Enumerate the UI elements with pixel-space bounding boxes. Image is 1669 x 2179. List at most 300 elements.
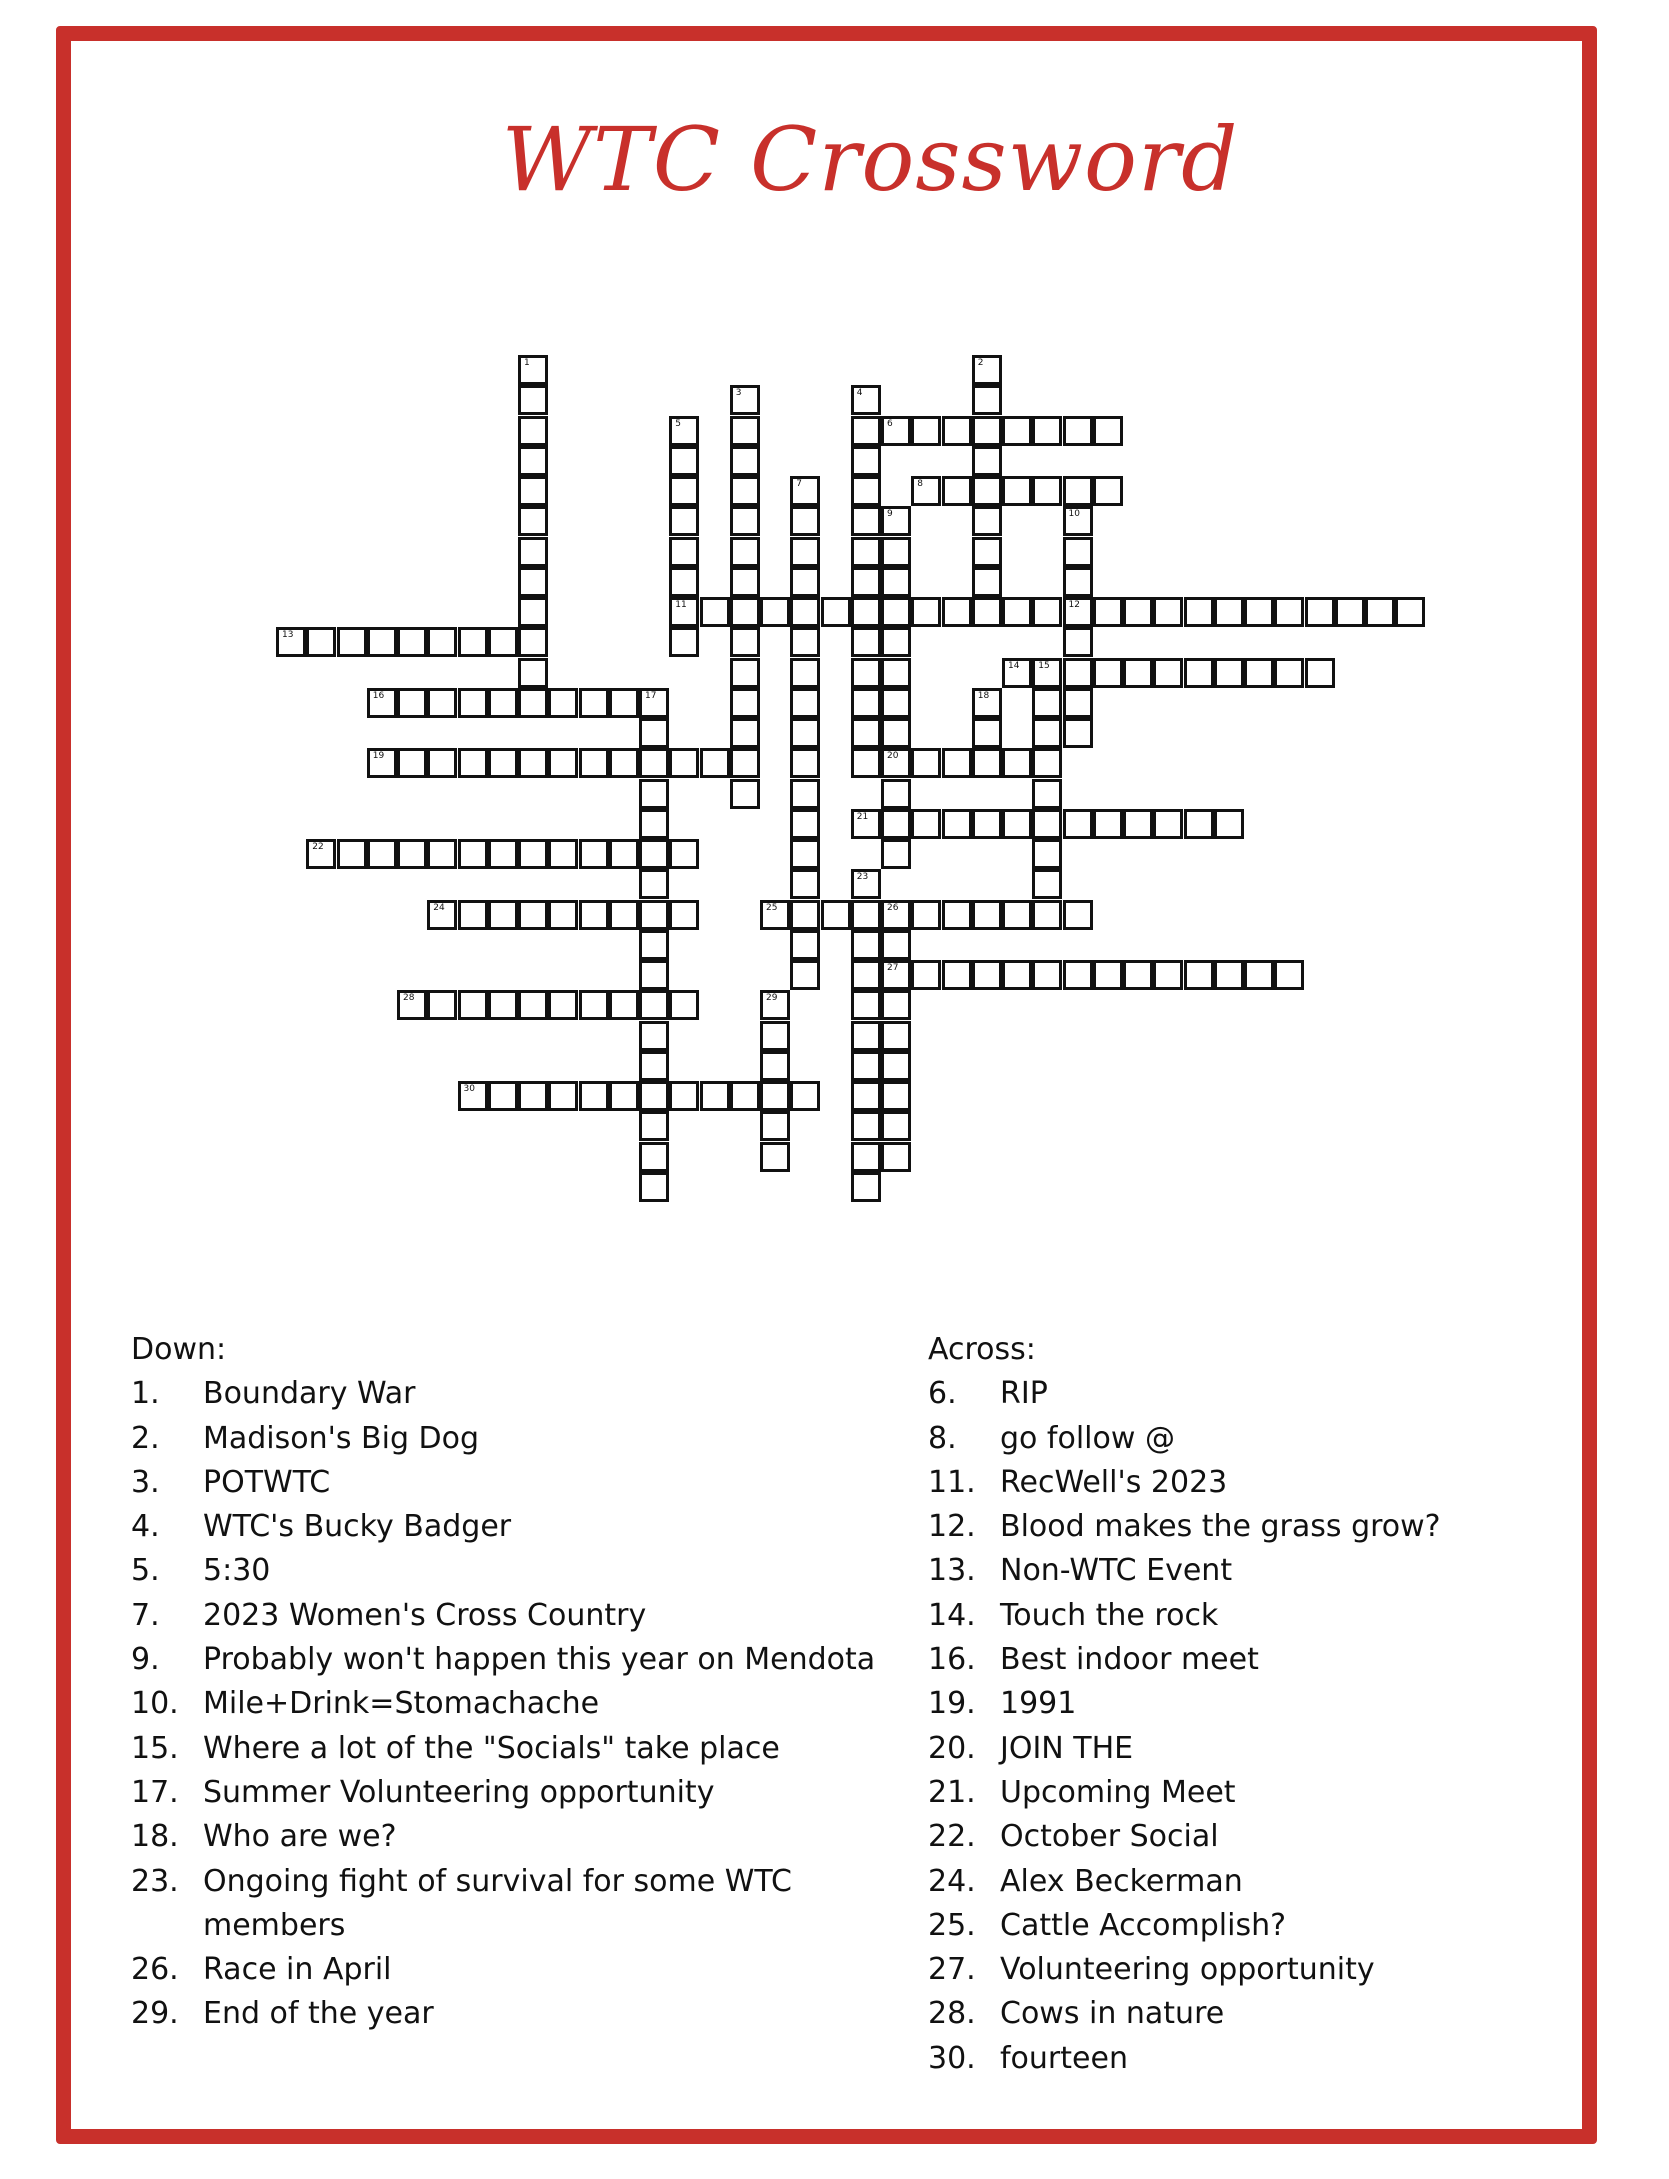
grid-cell[interactable] [851,1111,881,1141]
grid-cell[interactable] [790,809,820,839]
grid-cell[interactable] [1032,809,1062,839]
grid-cell[interactable] [306,839,336,869]
grid-cell[interactable] [1214,597,1244,627]
grid-cell[interactable] [397,688,427,718]
grid-cell[interactable] [669,1081,699,1111]
grid-cell[interactable] [1274,658,1304,688]
grid-cell[interactable] [337,627,367,657]
grid-cell[interactable] [669,567,699,597]
grid-cell[interactable] [851,900,881,930]
grid-cell[interactable] [881,809,911,839]
grid-cell[interactable] [397,990,427,1020]
grid-cell[interactable] [669,597,699,627]
clue-number: 14 [1008,660,1020,671]
grid-cell[interactable] [488,627,518,657]
grid-cell[interactable] [669,748,699,778]
grid-cell[interactable] [760,990,790,1020]
grid-cell[interactable] [518,688,548,718]
grid-cell[interactable] [700,1081,730,1111]
grid-cell[interactable] [488,748,518,778]
grid-cell[interactable] [851,688,881,718]
grid-cell[interactable] [1063,960,1093,990]
grid-cell[interactable] [609,688,639,718]
grid-cell[interactable] [881,688,911,718]
grid-cell[interactable] [1395,597,1425,627]
grid-cell[interactable] [579,688,609,718]
grid-cell[interactable] [851,990,881,1020]
grid-cell[interactable] [730,537,760,567]
grid-cell[interactable] [669,627,699,657]
grid-cell[interactable] [760,597,790,627]
grid-cell[interactable] [1093,597,1123,627]
grid-cell[interactable] [518,506,548,536]
grid-cell[interactable] [730,416,760,446]
grid-cell[interactable] [548,839,578,869]
grid-cell[interactable] [639,900,669,930]
grid-cell[interactable] [1032,718,1062,748]
grid-cell[interactable] [1032,869,1062,899]
grid-cell[interactable] [851,1081,881,1111]
grid-cell[interactable] [851,930,881,960]
clue-number-label: 9. [131,1642,160,1678]
grid-cell[interactable] [639,809,669,839]
grid-cell[interactable] [488,839,518,869]
grid-cell[interactable] [458,688,488,718]
grid-cell[interactable] [790,718,820,748]
grid-cell[interactable] [760,1021,790,1051]
grid-cell[interactable] [911,748,941,778]
grid-cell[interactable] [972,748,1002,778]
grid-cell[interactable] [790,627,820,657]
grid-cell[interactable] [1032,416,1062,446]
grid-cell[interactable] [1214,658,1244,688]
grid-cell[interactable] [1032,779,1062,809]
grid-cell[interactable] [1032,748,1062,778]
grid-cell[interactable] [1002,809,1032,839]
grid-cell[interactable] [1274,960,1304,990]
grid-cell[interactable] [548,748,578,778]
grid-cell[interactable] [1093,416,1123,446]
grid-cell[interactable] [427,990,457,1020]
grid-cell[interactable] [851,869,881,899]
grid-cell[interactable] [518,627,548,657]
grid-cell[interactable] [851,1021,881,1051]
grid-cell[interactable] [1093,960,1123,990]
grid-cell[interactable] [1002,658,1032,688]
grid-cell[interactable] [1184,597,1214,627]
grid-cell[interactable] [730,476,760,506]
grid-cell[interactable] [1002,748,1032,778]
grid-cell[interactable] [579,900,609,930]
grid-cell[interactable] [1123,597,1153,627]
grid-cell[interactable] [518,355,548,385]
grid-cell[interactable] [1063,809,1093,839]
grid-cell[interactable] [639,688,669,718]
grid-cell[interactable] [639,990,669,1020]
grid-cell[interactable] [1093,809,1123,839]
grid-cell[interactable] [639,930,669,960]
grid-cell[interactable] [760,1081,790,1111]
grid-cell[interactable] [518,900,548,930]
grid-cell[interactable] [942,900,972,930]
grid-cell[interactable] [1123,960,1153,990]
across-clue [928,1638,1548,1682]
grid-cell[interactable] [730,718,760,748]
grid-cell[interactable] [1244,597,1274,627]
grid-cell[interactable] [518,446,548,476]
grid-cell[interactable] [790,839,820,869]
grid-cell[interactable] [881,960,911,990]
grid-cell[interactable] [458,900,488,930]
grid-cell[interactable] [609,839,639,869]
grid-cell[interactable] [972,355,1002,385]
grid-cell[interactable] [942,960,972,990]
grid-cell[interactable] [730,748,760,778]
grid-cell[interactable] [1153,809,1183,839]
grid-cell[interactable] [730,779,760,809]
grid-cell[interactable] [790,900,820,930]
grid-cell[interactable] [1093,476,1123,506]
grid-cell[interactable] [881,1111,911,1141]
grid-cell[interactable] [1063,718,1093,748]
grid-cell[interactable] [942,809,972,839]
grid-cell[interactable] [518,839,548,869]
grid-cell[interactable] [639,869,669,899]
grid-cell[interactable] [397,627,427,657]
grid-cell[interactable] [458,990,488,1020]
grid-cell[interactable] [1002,416,1032,446]
grid-cell[interactable] [790,1081,820,1111]
grid-cell[interactable] [881,658,911,688]
grid-cell[interactable] [790,869,820,899]
grid-cell[interactable] [730,446,760,476]
grid-cell[interactable] [518,385,548,415]
grid-cell[interactable] [518,597,548,627]
grid-cell[interactable] [972,809,1002,839]
grid-cell[interactable] [458,627,488,657]
grid-cell[interactable] [821,900,851,930]
grid-cell[interactable] [730,597,760,627]
grid-cell[interactable] [609,1081,639,1111]
grid-cell[interactable] [881,1021,911,1051]
grid-cell[interactable] [911,597,941,627]
grid-cell[interactable] [972,537,1002,567]
grid-cell[interactable] [1153,658,1183,688]
grid-cell[interactable] [1305,658,1335,688]
grid-cell[interactable] [1184,960,1214,990]
grid-cell[interactable] [1274,597,1304,627]
grid-cell[interactable] [851,476,881,506]
grid-cell[interactable] [1063,506,1093,536]
clue-text: POTWTC [203,1464,331,1500]
grid-cell[interactable] [881,597,911,627]
grid-cell[interactable] [881,567,911,597]
grid-cell[interactable] [548,990,578,1020]
grid-cell[interactable] [669,476,699,506]
across-clue [928,1417,1548,1461]
grid-cell[interactable] [851,718,881,748]
grid-cell[interactable] [1032,597,1062,627]
grid-cell[interactable] [1002,476,1032,506]
grid-cell[interactable] [458,839,488,869]
grid-cell[interactable] [1244,658,1274,688]
grid-cell[interactable] [972,416,1002,446]
grid-cell[interactable] [851,960,881,990]
grid-cell[interactable] [972,385,1002,415]
grid-cell[interactable] [972,597,1002,627]
grid-cell[interactable] [1002,900,1032,930]
grid-cell[interactable] [942,476,972,506]
grid-cell[interactable] [397,839,427,869]
grid-cell[interactable] [276,627,306,657]
grid-cell[interactable] [488,688,518,718]
grid-cell[interactable] [427,688,457,718]
grid-cell[interactable] [669,416,699,446]
grid-cell[interactable] [639,1021,669,1051]
grid-cell[interactable] [972,900,1002,930]
grid-cell[interactable] [1002,597,1032,627]
grid-cell[interactable] [1002,960,1032,990]
grid-cell[interactable] [972,476,1002,506]
clue-text: Where a lot of the "Socials" take place [203,1730,780,1766]
grid-cell[interactable] [881,537,911,567]
grid-cell[interactable] [972,506,1002,536]
grid-cell[interactable] [972,960,1002,990]
grid-cell[interactable] [730,627,760,657]
grid-cell[interactable] [851,446,881,476]
grid-cell[interactable] [488,990,518,1020]
grid-cell[interactable] [942,416,972,446]
grid-cell[interactable] [639,1142,669,1172]
grid-cell[interactable] [427,839,457,869]
grid-cell[interactable] [881,839,911,869]
grid-cell[interactable] [881,718,911,748]
grid-cell[interactable] [1032,839,1062,869]
grid-cell[interactable] [790,960,820,990]
down-clue [131,1992,891,2036]
grid-cell[interactable] [1123,658,1153,688]
grid-cell[interactable] [669,839,699,869]
grid-cell[interactable] [730,385,760,415]
grid-cell[interactable] [367,627,397,657]
grid-cell[interactable] [911,900,941,930]
grid-cell[interactable] [367,839,397,869]
grid-cell[interactable] [609,900,639,930]
grid-cell[interactable] [1032,476,1062,506]
grid-cell[interactable] [851,1172,881,1202]
grid-cell[interactable] [790,537,820,567]
grid-cell[interactable] [427,748,457,778]
grid-cell[interactable] [518,1081,548,1111]
grid-cell[interactable] [639,779,669,809]
grid-cell[interactable] [911,960,941,990]
grid-cell[interactable] [851,537,881,567]
grid-cell[interactable] [790,506,820,536]
grid-cell[interactable] [790,658,820,688]
grid-cell[interactable] [548,900,578,930]
grid-cell[interactable] [851,597,881,627]
grid-cell[interactable] [518,537,548,567]
grid-cell[interactable] [730,658,760,688]
grid-cell[interactable] [881,416,911,446]
grid-cell[interactable] [730,688,760,718]
grid-cell[interactable] [881,748,911,778]
grid-cell[interactable] [518,476,548,506]
grid-cell[interactable] [881,506,911,536]
grid-cell[interactable] [367,748,397,778]
grid-cell[interactable] [639,1051,669,1081]
clue-number-label: 27. [928,1952,976,1988]
grid-cell[interactable] [669,537,699,567]
grid-cell[interactable] [518,658,548,688]
grid-cell[interactable] [851,506,881,536]
grid-cell[interactable] [730,1081,760,1111]
grid-cell[interactable] [700,597,730,627]
grid-cell[interactable] [427,627,457,657]
grid-cell[interactable] [337,839,367,869]
grid-cell[interactable] [548,688,578,718]
grid-cell[interactable] [458,1081,488,1111]
grid-cell[interactable] [790,476,820,506]
grid-cell[interactable] [397,748,427,778]
grid-cell[interactable] [1063,627,1093,657]
grid-cell[interactable] [518,748,548,778]
grid-cell[interactable] [639,748,669,778]
grid-cell[interactable] [760,900,790,930]
grid-cell[interactable] [730,506,760,536]
grid-cell[interactable] [972,688,1002,718]
grid-cell[interactable] [669,990,699,1020]
grid-cell[interactable] [1184,658,1214,688]
grid-cell[interactable] [639,1081,669,1111]
grid-cell[interactable] [548,1081,578,1111]
grid-cell[interactable] [730,567,760,597]
grid-cell[interactable] [881,779,911,809]
grid-cell[interactable] [609,748,639,778]
grid-cell[interactable] [851,385,881,415]
grid-cell[interactable] [639,960,669,990]
grid-cell[interactable] [1153,597,1183,627]
grid-cell[interactable] [306,627,336,657]
grid-cell[interactable] [911,416,941,446]
grid-cell[interactable] [851,416,881,446]
grid-cell[interactable] [1063,900,1093,930]
grid-cell[interactable] [639,1111,669,1141]
grid-cell[interactable] [1184,809,1214,839]
grid-cell[interactable] [881,627,911,657]
grid-cell[interactable] [1214,809,1244,839]
down-clues [131,1328,891,2037]
grid-cell[interactable] [1335,597,1365,627]
grid-cell[interactable] [1244,960,1274,990]
grid-cell[interactable] [851,658,881,688]
grid-cell[interactable] [972,567,1002,597]
grid-cell[interactable] [851,567,881,597]
grid-cell[interactable] [851,1051,881,1081]
grid-cell[interactable] [790,597,820,627]
clue-number-label: 19. [928,1686,976,1722]
grid-cell[interactable] [427,900,457,930]
grid-cell[interactable] [488,1081,518,1111]
grid-cell[interactable] [790,748,820,778]
grid-cell[interactable] [669,506,699,536]
grid-cell[interactable] [518,567,548,597]
grid-cell[interactable] [1032,960,1062,990]
grid-cell[interactable] [579,748,609,778]
grid-cell[interactable] [760,1051,790,1081]
grid-cell[interactable] [1093,658,1123,688]
grid-cell[interactable] [942,748,972,778]
grid-cell[interactable] [821,597,851,627]
grid-cell[interactable] [669,446,699,476]
clue-number-label: 6. [928,1376,957,1412]
grid-cell[interactable] [790,779,820,809]
grid-cell[interactable] [1032,900,1062,930]
grid-cell[interactable] [579,839,609,869]
grid-cell[interactable] [609,990,639,1020]
grid-cell[interactable] [851,1142,881,1172]
clue-text: 1991 [1000,1686,1077,1722]
grid-cell[interactable] [639,839,669,869]
grid-cell[interactable] [1063,476,1093,506]
grid-cell[interactable] [881,1142,911,1172]
grid-cell[interactable] [1305,597,1335,627]
grid-cell[interactable] [790,567,820,597]
grid-cell[interactable] [1032,688,1062,718]
grid-cell[interactable] [518,416,548,446]
grid-cell[interactable] [579,1081,609,1111]
grid-cell[interactable] [639,1172,669,1202]
grid-cell[interactable] [972,446,1002,476]
grid-cell[interactable] [881,990,911,1020]
grid-cell[interactable] [911,476,941,506]
grid-cell[interactable] [1063,688,1093,718]
grid-cell[interactable] [881,1081,911,1111]
grid-cell[interactable] [972,718,1002,748]
grid-cell[interactable] [942,597,972,627]
grid-cell[interactable] [1063,567,1093,597]
grid-cell[interactable] [790,688,820,718]
grid-cell[interactable] [851,627,881,657]
grid-cell[interactable] [1214,960,1244,990]
grid-cell[interactable] [518,990,548,1020]
grid-cell[interactable] [1032,658,1062,688]
grid-cell[interactable] [669,900,699,930]
grid-cell[interactable] [1063,658,1093,688]
grid-cell[interactable] [488,900,518,930]
grid-cell[interactable] [1365,597,1395,627]
grid-cell[interactable] [700,748,730,778]
grid-cell[interactable] [1153,960,1183,990]
grid-cell[interactable] [851,748,881,778]
grid-cell[interactable] [851,809,881,839]
grid-cell[interactable] [1063,537,1093,567]
grid-cell[interactable] [760,1111,790,1141]
grid-cell[interactable] [1123,809,1153,839]
grid-cell[interactable] [760,1142,790,1172]
grid-cell[interactable] [790,930,820,960]
grid-cell[interactable] [911,809,941,839]
grid-cell[interactable] [639,718,669,748]
grid-cell[interactable] [579,990,609,1020]
grid-cell[interactable] [1063,597,1093,627]
grid-cell[interactable] [458,748,488,778]
grid-cell[interactable] [367,688,397,718]
grid-cell[interactable] [881,900,911,930]
grid-cell[interactable] [881,930,911,960]
grid-cell[interactable] [881,1051,911,1081]
grid-cell[interactable] [1063,416,1093,446]
